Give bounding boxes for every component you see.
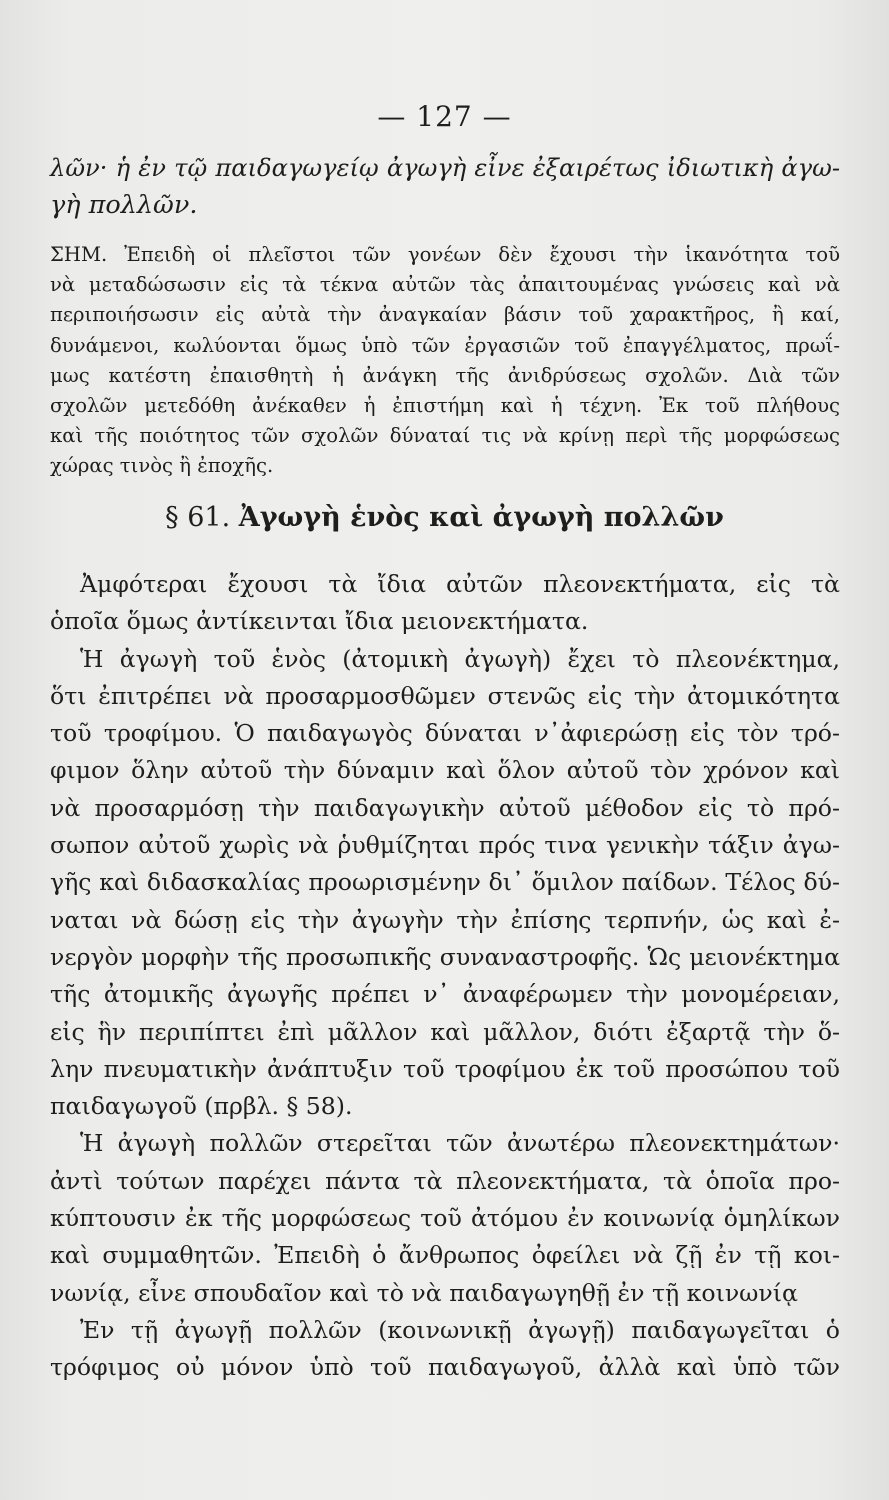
body-line: εἰς ἣν περιπίπτει ἐπὶ μᾶλλον καὶ μᾶλλον, διότι ἐξαρτᾷ τὴν ὅ- xyxy=(50,1017,840,1046)
body-line: γῆς καὶ διδασκαλίας προωρισμένην δι᾽ ὅμιλον παίδων. Τέλος δύ- xyxy=(50,868,840,897)
note-line: σχολῶν μετεδόθη ἀνέκαθεν ἡ ἐπιστήμη καὶ ἡ τέχνη. Ἐκ τοῦ πλήθους xyxy=(50,394,840,418)
intro-line: γὴ πολλῶν. xyxy=(50,190,198,220)
body-line: νωνίᾳ, εἶνε σπουδαῖον καὶ τὸ νὰ παιδαγωγηθῇ ἐν τῇ κοινωνίᾳ xyxy=(50,1278,798,1307)
body-line: παιδαγωγοῦ (πρβλ. § 58). xyxy=(50,1092,353,1121)
body-line: φιμον ὅλην αὐτοῦ τὴν δύναμιν καὶ ὅλον αὐτοῦ τὸν χρόνον καὶ xyxy=(50,756,840,785)
note-line: περιποιήσωσιν εἰς αὐτὰ τὴν ἀναγκαίαν βάσιν τοῦ χαρακτῆρος, ἢ καί, xyxy=(50,303,840,327)
body-line: Ἐν τῇ ἀγωγῇ πολλῶν (κοινωνικῇ ἀγωγῇ) παιδαγωγεῖται ὁ xyxy=(80,1315,840,1344)
page-number: — 127 — xyxy=(377,100,512,133)
section-title: Ἀγωγὴ ἑνὸς καὶ ἀγωγὴ πολλῶν xyxy=(238,502,724,533)
body-line: σωπον αὐτοῦ χωρὶς νὰ ῥυθμίζηται πρός τινα γενικὴν τάξιν ἀγω- xyxy=(50,831,840,860)
body-line: Ἡ ἀγωγὴ τοῦ ἑνὸς (ἀτομικὴ ἀγωγὴ) ἔχει τὸ πλεονέκτημα, xyxy=(80,644,840,673)
body-line: τῆς ἀτομικῆς ἀγωγῆς πρέπει ν᾽ ἀναφέρωμεν τὴν μονομέρειαν, xyxy=(50,980,840,1009)
body-line: νὰ προσαρμόσῃ τὴν παιδαγωγικὴν αὐτοῦ μέθοδον εἰς τὸ πρό- xyxy=(50,793,840,822)
note-line: νὰ μεταδώσωσιν εἰς τὰ τέκνα αὐτῶν τὰς ἀπαιτουμένας γνώσεις καὶ νὰ xyxy=(50,273,840,297)
body-line: τοῦ τροφίμου. Ὁ παιδαγωγὸς δύναται ν᾽ἀφιερώσῃ εἰς τὸν τρό- xyxy=(50,719,840,748)
body-line: κύπτουσιν ἐκ τῆς μορφώσεως τοῦ ἀτόμου ἐν κοινωνίᾳ ὁμηλίκων xyxy=(50,1204,840,1233)
body-line: Ἀμφότεραι ἔχουσι τὰ ἴδια αὐτῶν πλεονεκτήματα, εἰς τὰ xyxy=(80,570,840,598)
note-line: χώρας τινὸς ἢ ἐποχῆς. xyxy=(50,454,274,478)
note-paragraph xyxy=(50,240,840,482)
section-heading xyxy=(0,500,889,536)
body-line: Ἡ ἀγωγὴ πολλῶν στερεῖται τῶν ἀνωτέρω πλεονεκτημάτων· xyxy=(80,1129,840,1158)
body-line: ἀντὶ τούτων παρέχει πάντα τὰ πλεονεκτήματα, τὰ ὁποῖα προ- xyxy=(50,1166,840,1195)
note-line: καὶ τῆς ποιότητος τῶν σχολῶν δύναταί τις νὰ κρίνῃ περὶ τῆς μορφώσεως xyxy=(50,424,840,448)
body-line: καὶ συμμαθητῶν. Ἐπειδὴ ὁ ἄνθρωπος ὀφείλει νὰ ζῇ ἐν τῇ κοι- xyxy=(50,1241,840,1270)
body-line: νεργὸν μορφὴν τῆς προσωπικῆς συναναστροφῆς. Ὡς μειονέκτημα xyxy=(50,942,840,971)
intro-line: λῶν· ἡ ἐν τῷ παιδαγωγείῳ ἀγωγὴ εἶνε ἐξαιρέτως ἰδιωτικὴ ἀγω- xyxy=(50,154,840,182)
body-line: λην πνευματικὴν ἀνάπτυξιν τοῦ τροφίμου ἐκ τοῦ προσώπου τοῦ xyxy=(50,1054,840,1083)
section-number: § 61. xyxy=(165,502,231,533)
note-line: ΣΗΜ. Ἐπειδὴ οἱ πλεῖστοι τῶν γονέων δὲν ἔχουσι τὴν ἱκανότητα τοῦ xyxy=(50,243,840,266)
body-line: ὅτι ἐπιτρέπει νὰ προσαρμοσθῶμεν στενῶς εἰς τὴν ἀτομικότητα xyxy=(50,681,840,710)
note-line: δυνάμενοι, κωλύονται ὅμως ὑπὸ τῶν ἐργασιῶν τοῦ ἐπαγγέλματος, πρωΐ- xyxy=(50,333,840,357)
intro-paragraph xyxy=(50,150,840,224)
body-line: ὁποῖα ὅμως ἀντίκεινται ἴδια μειονεκτήματα. xyxy=(50,607,589,636)
body-line: ναται νὰ δώσῃ εἰς τὴν ἀγωγὴν τὴν ἐπίσης τερπνήν, ὡς καὶ ἐ- xyxy=(50,905,840,934)
note-line: μως κατέστη ἐπαισθητὴ ἡ ἀνάγκη τῆς ἀνιδρύσεως σχολῶν. Διὰ τῶν xyxy=(50,363,840,387)
body-text xyxy=(50,566,840,1387)
body-line: τρόφιμος οὐ μόνον ὑπὸ τοῦ παιδαγωγοῦ, ἀλλὰ καὶ ὑπὸ τῶν xyxy=(50,1353,840,1382)
